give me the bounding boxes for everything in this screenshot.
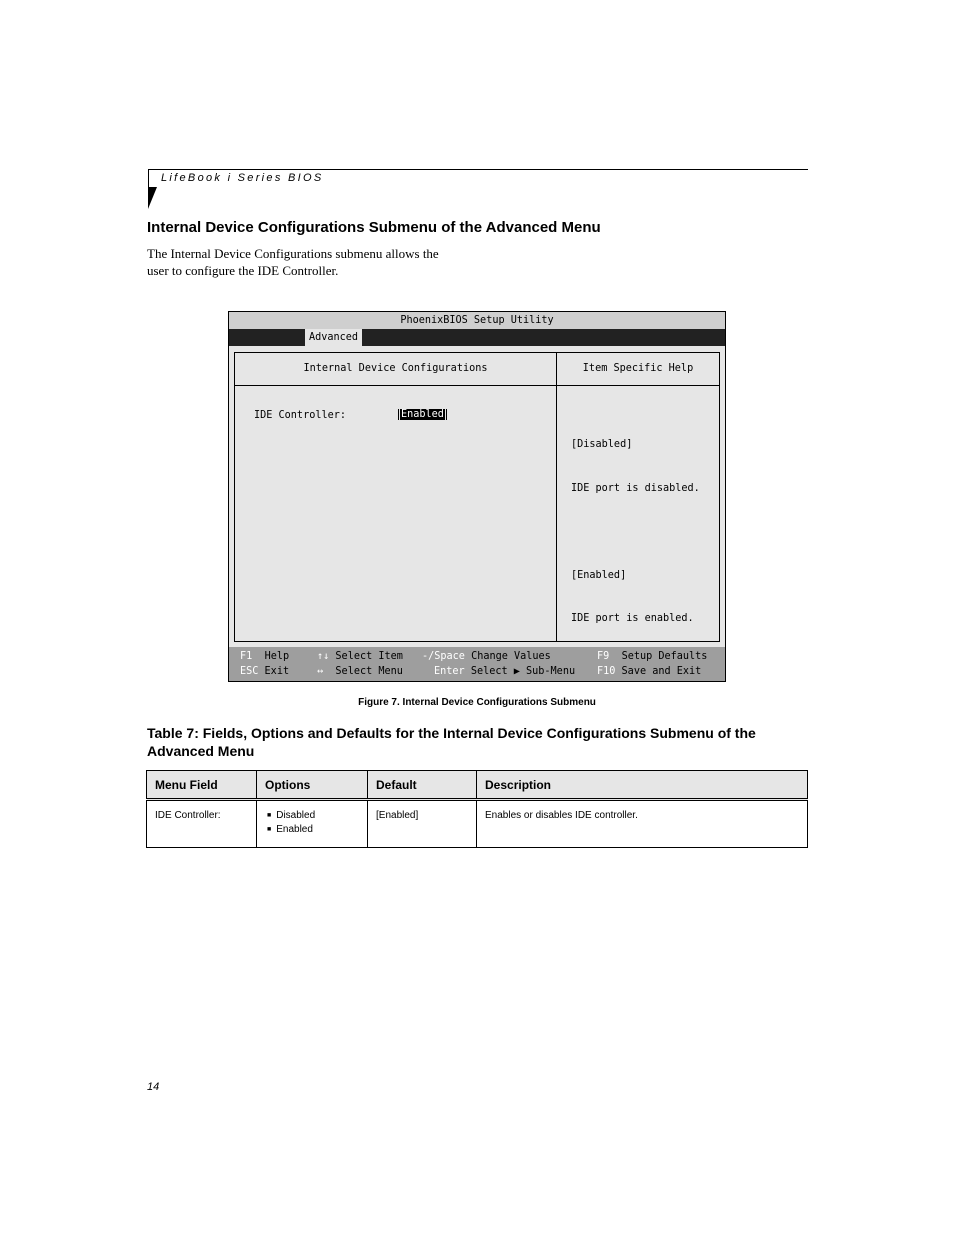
help-line: IDE port is enabled.	[571, 613, 694, 624]
options-table	[146, 770, 808, 848]
intro-paragraph	[147, 245, 487, 279]
intro-line-2: user to configure the IDE Controller.	[147, 263, 339, 278]
figure-caption: Figure 7. Internal Device Configurations Submenu	[358, 697, 596, 708]
bios-title: PhoenixBIOS Setup Utility	[229, 312, 725, 329]
key-f10-label: F10	[597, 666, 616, 677]
key-f9-label: F9	[597, 651, 610, 662]
key-leftright	[317, 665, 403, 679]
help-line: [Enabled]	[571, 569, 627, 581]
bios-screen	[228, 311, 726, 682]
key-enter-label: Enter	[434, 666, 465, 677]
key-f1-label: F1	[240, 651, 253, 662]
ide-controller-value[interactable]	[398, 409, 447, 420]
cell-menu-field: IDE Controller:	[147, 800, 257, 848]
column-header: Options	[257, 771, 368, 800]
key-leftright-label: ↔	[317, 666, 324, 677]
column-header: Menu Field	[147, 771, 257, 800]
settings-panel-title: Internal Device Configurations	[235, 353, 556, 386]
key-updown-label: ↑↓	[317, 651, 330, 662]
table-header-row	[147, 771, 808, 800]
section-title: Internal Device Configurations Submenu of the Advanced Menu	[147, 219, 601, 236]
cell-options	[257, 800, 368, 848]
bios-menu-bar	[229, 329, 725, 346]
key-f9	[597, 650, 707, 664]
option-item: ■ Enabled	[265, 823, 359, 837]
intro-line-1: The Internal Device Configurations submenu allows the	[147, 246, 439, 261]
help-spacer	[571, 525, 700, 540]
menu-advanced[interactable]: Advanced	[305, 329, 362, 346]
key-enter	[434, 665, 575, 679]
column-header: Description	[477, 771, 808, 800]
key-enter-desc: Select ▶ Sub-Menu	[470, 666, 576, 677]
key-f1	[240, 650, 289, 664]
header-triangle-mark	[148, 187, 157, 209]
key-f10-desc: Save and Exit	[621, 666, 702, 677]
help-panel-title: Item Specific Help	[557, 353, 719, 386]
key-f10	[597, 665, 701, 679]
help-text	[571, 409, 700, 656]
key-updown-desc: Select Item	[335, 651, 403, 662]
key-f1-desc: Help	[264, 651, 290, 662]
cell-description: Enables or disables IDE controller.	[477, 800, 808, 848]
key-space	[422, 650, 551, 664]
table-row	[147, 800, 808, 848]
key-space-label: -/Space	[422, 651, 465, 662]
header-left-rule	[148, 169, 149, 187]
bios-key-legend	[229, 647, 725, 681]
help-line: [Disabled]	[571, 439, 633, 450]
page-number: 14	[147, 1081, 160, 1093]
key-esc	[240, 665, 289, 679]
header-rule	[148, 169, 808, 170]
column-header: Default	[368, 771, 477, 800]
ide-controller-value-text: Enabled	[401, 409, 444, 420]
settings-panel	[234, 352, 556, 642]
key-esc-desc: Exit	[264, 666, 290, 677]
running-header: LifeBook i Series BIOS	[161, 172, 324, 184]
ide-controller-label: IDE Controller:	[254, 410, 347, 421]
key-space-desc: Change Values	[471, 651, 551, 662]
help-panel	[556, 352, 720, 642]
help-line: IDE port is disabled.	[571, 482, 700, 494]
table-title: Table 7: Fields, Options and Defaults for the Internal Device Configurations Submenu of the Advanced Menu	[147, 725, 756, 759]
key-leftright-desc: Select Menu	[335, 666, 403, 677]
key-f9-desc: Setup Defaults	[621, 651, 708, 662]
cell-default: [Enabled]	[368, 800, 477, 848]
key-esc-label: ESC	[240, 666, 259, 677]
option-item: ■ Disabled	[265, 809, 359, 823]
key-updown	[317, 650, 403, 664]
